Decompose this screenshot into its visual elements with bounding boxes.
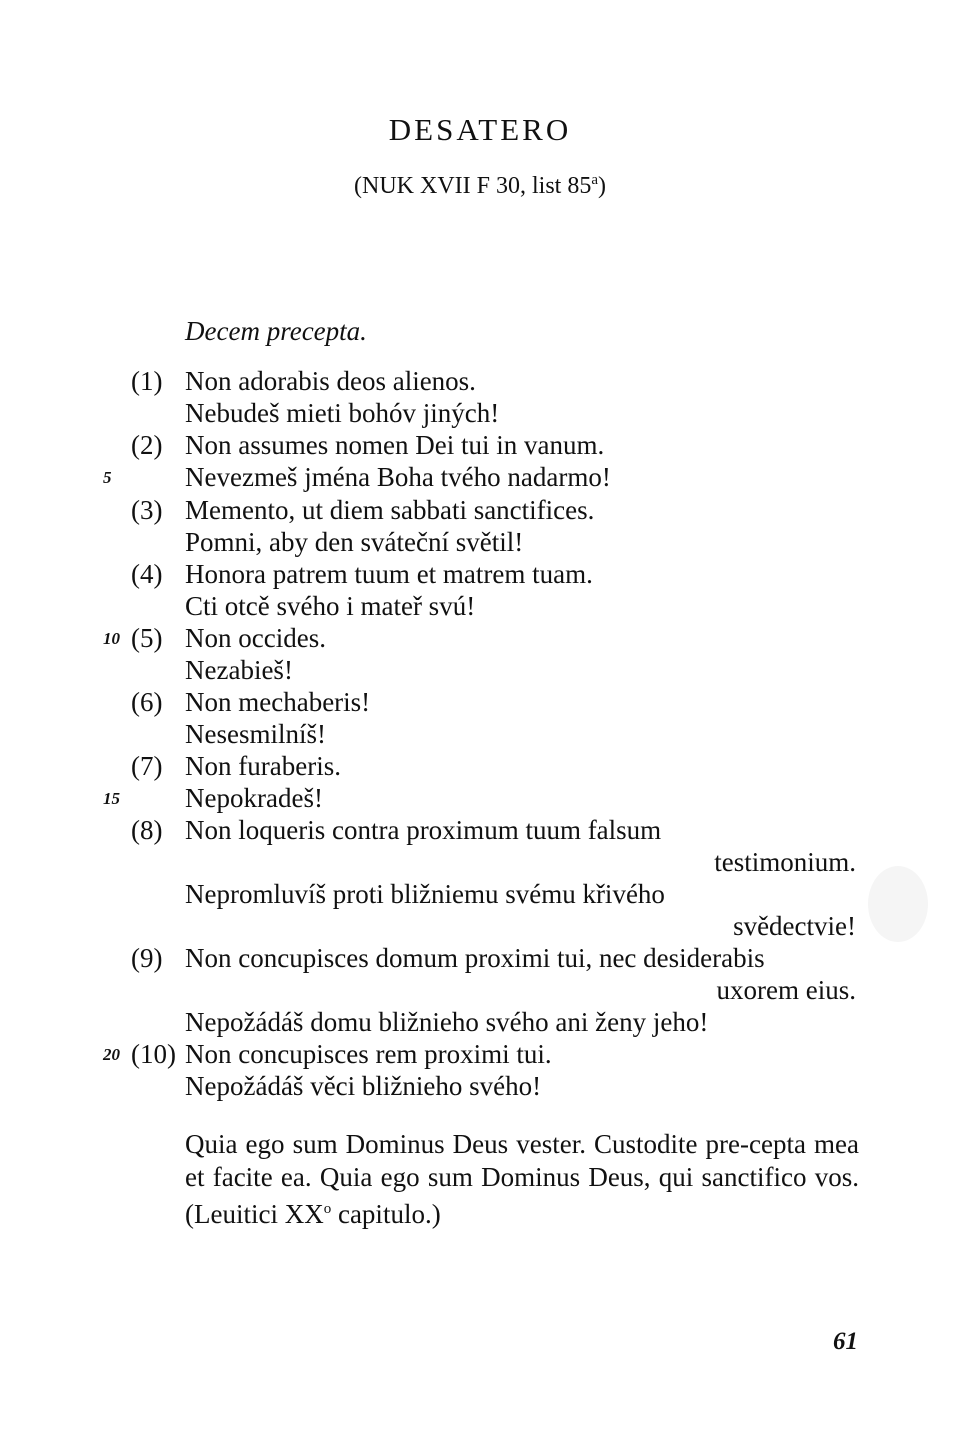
czech-line: Nepožádáš domu bližnieho svého ani ženy jeho! bbox=[185, 1007, 709, 1037]
latin-line: Non assumes nomen Dei tui in vanum. bbox=[185, 430, 605, 460]
latin-line: Non concupisces rem proximi tui. bbox=[185, 1039, 552, 1069]
section-heading: Decem precepta. bbox=[185, 316, 367, 346]
czech-line: Nepromluvíš proti bližniemu svému křivého bbox=[185, 879, 665, 909]
line-number: 5 bbox=[103, 468, 112, 487]
czech-line: Nezabieš! bbox=[185, 655, 293, 685]
latin-line-continuation: testimonium. bbox=[714, 847, 856, 877]
latin-line: Non loqueris contra proximum tuum falsum bbox=[185, 815, 662, 845]
line-number: 15 bbox=[103, 789, 120, 808]
source-reference: (NUK XVII F 30, list 85$^a$) bbox=[354, 172, 606, 199]
latin-line: Honora patrem tuum et matrem tuam. bbox=[185, 559, 593, 589]
latin-line: Memento, ut diem sabbati sanctifices. bbox=[185, 495, 595, 525]
czech-line: Nebudeš mieti bohóv jiných! bbox=[185, 398, 500, 428]
page-title: DESATERO bbox=[388, 112, 572, 147]
line-number: 20 bbox=[103, 1045, 120, 1064]
czech-line: Nesesmilníš! bbox=[185, 719, 326, 749]
commandment-number: (3) bbox=[131, 495, 163, 525]
latin-line: Non furaberis. bbox=[185, 751, 341, 781]
czech-line-continuation: svědectvie! bbox=[733, 911, 856, 941]
line-number: 10 bbox=[103, 629, 120, 648]
latin-line: Non concupisces domum proximi tui, nec desiderabis bbox=[185, 943, 765, 973]
commandment-number: (5) bbox=[131, 623, 163, 653]
latin-line: Non adorabis deos alienos. bbox=[185, 366, 476, 396]
commandment-number: (10) bbox=[131, 1039, 176, 1069]
page-number: 61 bbox=[833, 1328, 858, 1355]
commandment-number: (9) bbox=[131, 943, 163, 973]
paper-spot bbox=[868, 866, 928, 942]
closing-paragraph: Quia ego sum Dominus Deus vester. Custodite pre-cepta mea et facite ea. Quia ego sum Dominus Deus, qui sanctifico vos. (Leuitici $XX^o$ capitulo.) bbox=[185, 1129, 859, 1229]
commandment-number: (7) bbox=[131, 751, 163, 781]
commandment-number: (6) bbox=[131, 687, 163, 717]
czech-line: Nepokradeš! bbox=[185, 783, 323, 813]
latin-line: Non mechaberis! bbox=[185, 687, 371, 717]
commandment-number: (8) bbox=[131, 815, 163, 845]
czech-line: Nepožádáš věci bližnieho svého! bbox=[185, 1071, 542, 1101]
commandment-number: (4) bbox=[131, 559, 163, 589]
czech-line: Nevezmeš jména Boha tvého nadarmo! bbox=[185, 462, 611, 492]
latin-line-continuation: uxorem eius. bbox=[716, 975, 856, 1005]
latin-line: Non occides. bbox=[185, 623, 326, 653]
czech-line: Pomni, aby den sváteční světil! bbox=[185, 527, 524, 557]
czech-line: Cti otcě svého i mateř svú! bbox=[185, 591, 476, 621]
commandment-number: (2) bbox=[131, 430, 163, 460]
commandment-number: (1) bbox=[131, 366, 163, 396]
